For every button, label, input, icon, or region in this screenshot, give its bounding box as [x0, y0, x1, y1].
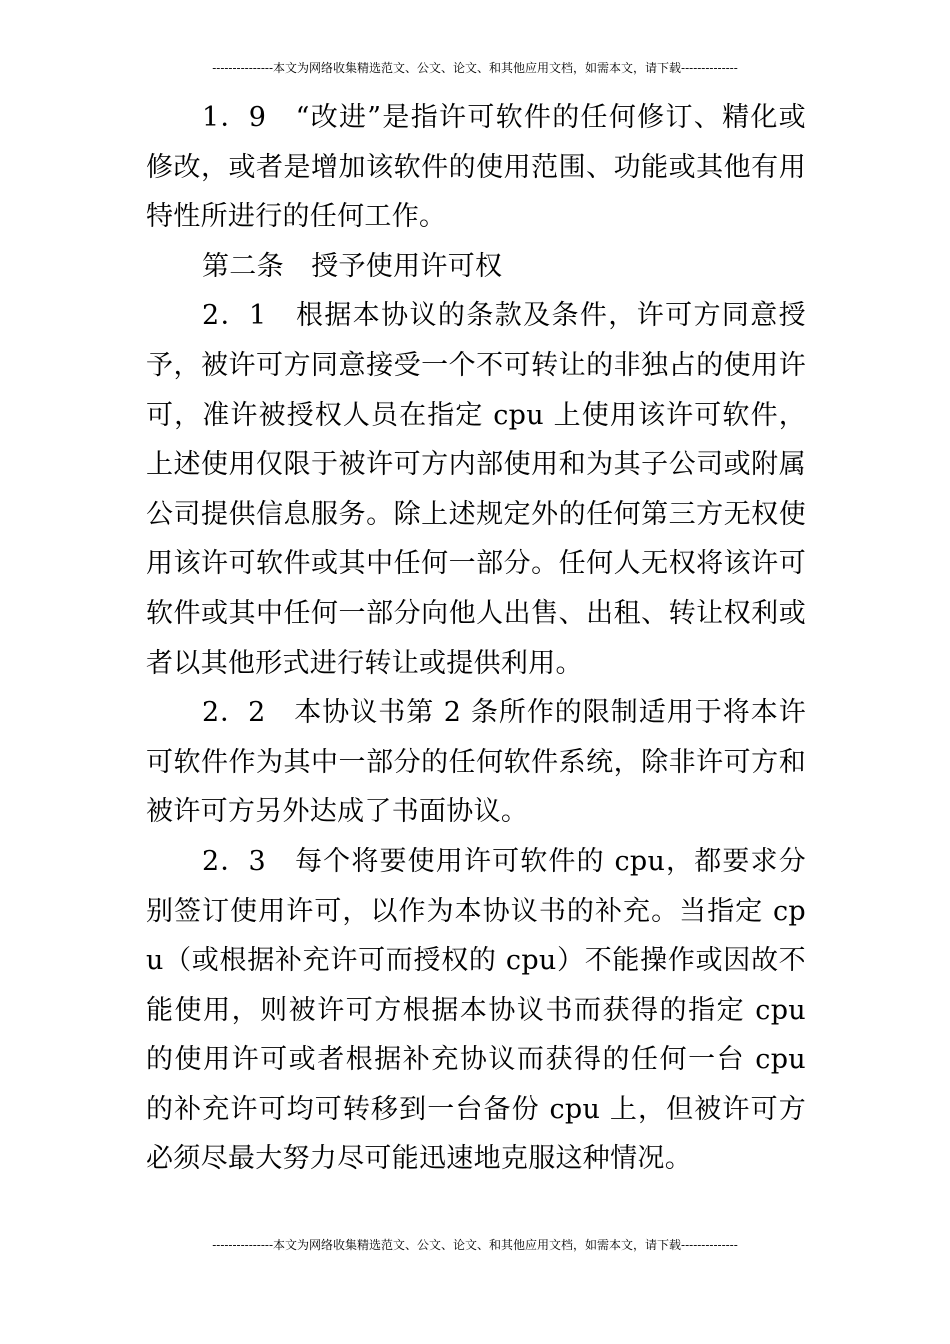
document-body	[146, 93, 806, 1184]
clause-2-1: 2．1 根据本协议的条款及条件，许可方同意授予，被许可方同意接受一个不可转让的非独占的使用许可，准许被授权人员在指定 cpu 上使用该许可软件，上述使用仅限于被许可方内部使用和为其子公司或附属公司提供信息服务。除上述规定外的任何第三方无权使用该许可软件或其中任何一部分。任何人无权将该许可软件或其中任何一部分向他人出售、出租、转让权利或者以其他形式进行转让或提供利用。	[146, 300, 806, 679]
footer-banner: ---------------本文为网络收集精选范文、公文、论文、和其他应用文档，如需本文，请下载--------------	[212, 1238, 738, 1252]
header-banner: ---------------本文为网络收集精选范文、公文、论文、和其他应用文档，如需本文，请下载--------------	[212, 61, 738, 75]
clause-2-3: 2．3 每个将要使用许可软件的 cpu，都要求分别签订使用许可，以作为本协议书的补充。当指定 cpu（或根据补充许可而授权的 cpu）不能操作或因故不能使用，则被许可方根据本协议书而获得的指定 cpu 的使用许可或者根据补充协议而获得的任何一台 cpu 的补充许可均可转移到一台备份 cpu 上，但被许可方必须尽最大努力尽可能迅速地克服这种情况。	[146, 845, 806, 1175]
clause-2-2: 2．2 本协议书第 2 条所作的限制适用于将本许可软件作为其中一部分的任何软件系统，除非许可方和被许可方另外达成了书面协议。	[146, 697, 806, 828]
clause-1-9: 1．9 “改进”是指许可软件的任何修订、精化或修改，或者是增加该软件的使用范围、功能或其他有用特性所进行的任何工作。	[146, 102, 806, 233]
article-2-heading: 第二条 授予使用许可权	[202, 250, 503, 282]
